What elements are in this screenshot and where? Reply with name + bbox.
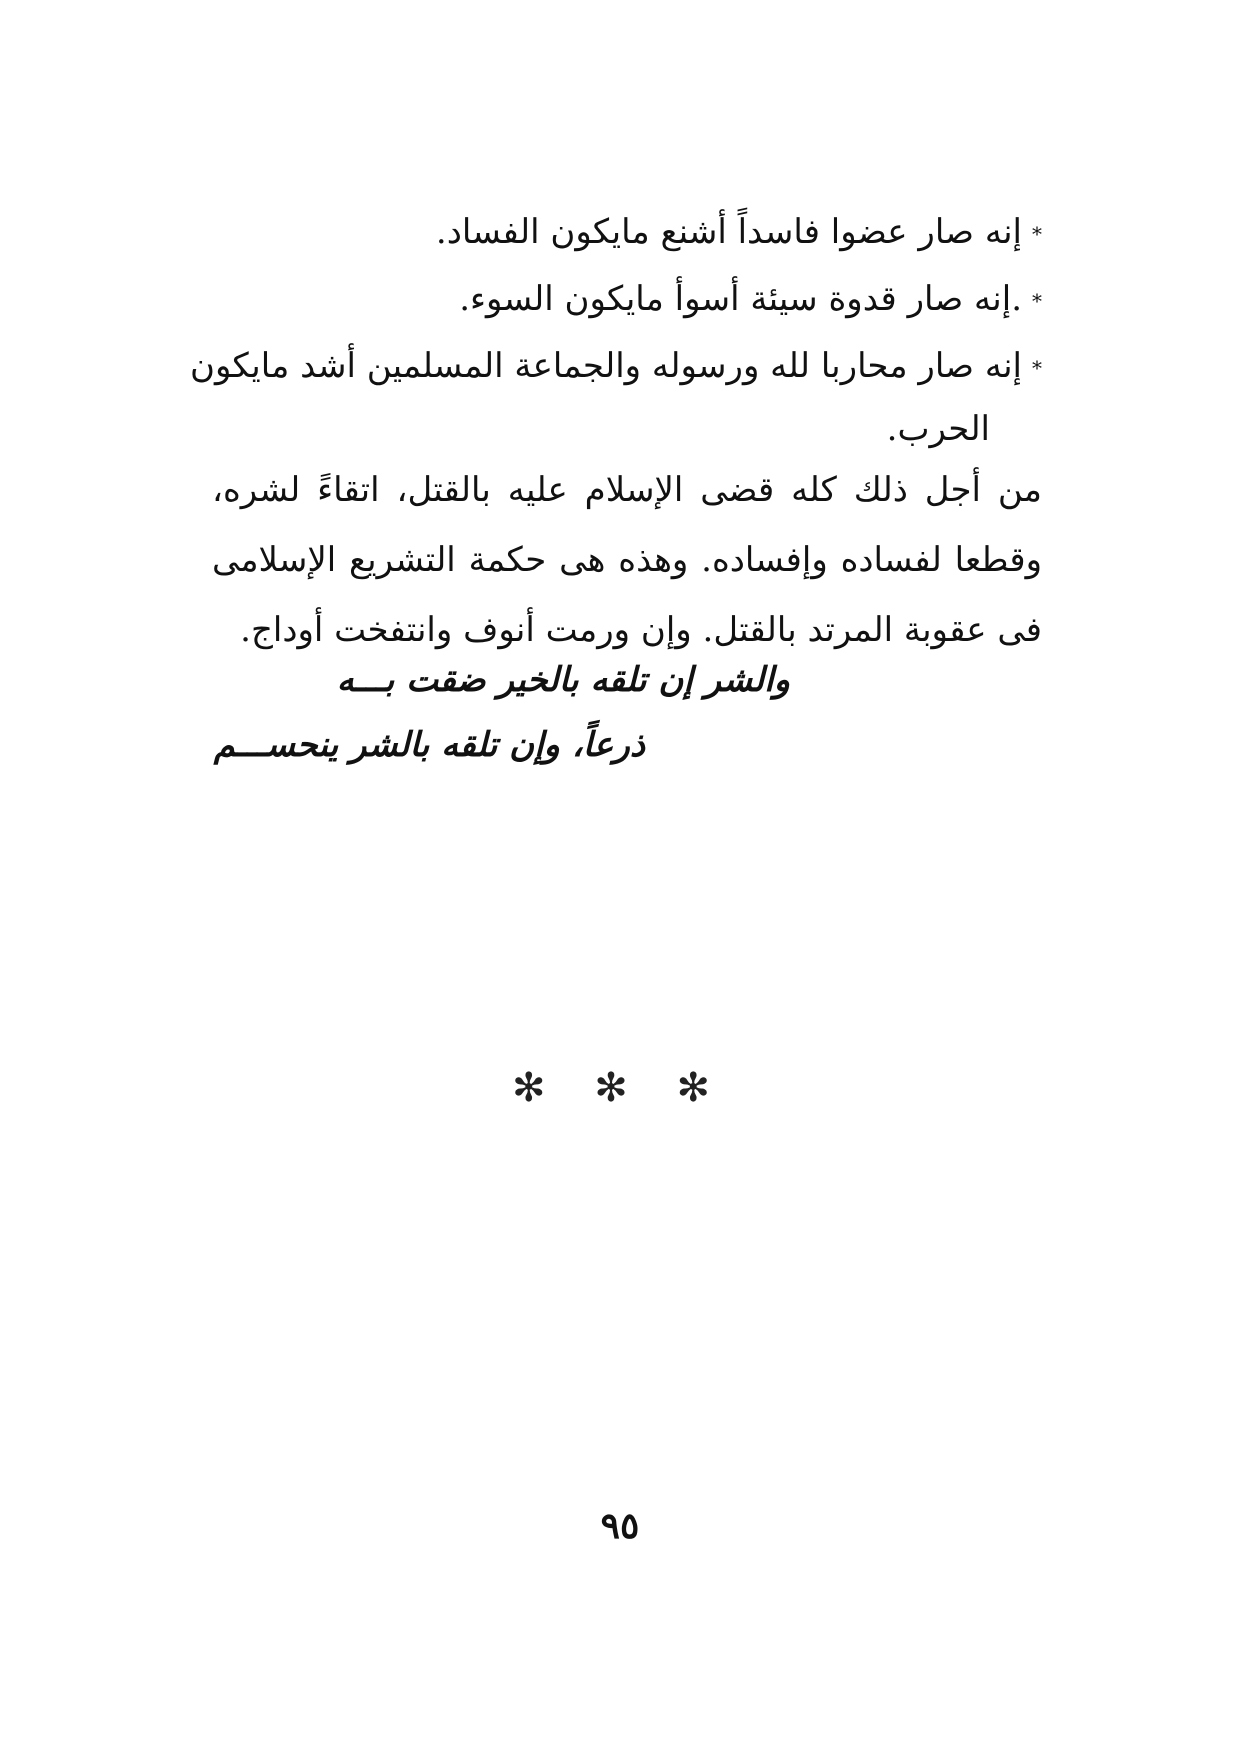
bullet-item-3-continuation: الحرب. [886,409,990,449]
bullet-item-2 [459,275,1042,325]
bullet-item-1-text: إنه صار عضوا فاسداً أشنع مايكون الفساد. [435,212,1022,252]
verse-line-2: ذرعاً، وإن تلقه بالشر ينحســـم [213,725,645,765]
body-paragraph: من أجل ذلك كله قضى الإسلام عليه بالقتل، اتقاءً لشره، وقطعا لفساده وإفساده. وهذه هى حكمة التشريع الإسلامى فى عقوبة المرتد بالقتل. وإن ورمت أنوف وانتفخت أوداج. [212,470,1042,650]
bullet-star-icon: * [1032,222,1042,246]
bullet-item-1 [436,208,1042,258]
verse-line-1: والشر إن تلقه بالخير ضقت بـــه [336,660,790,700]
bullet-item-3 [190,342,1042,392]
bullet-star-icon: * [1032,356,1042,380]
page-number: ٩٥ [600,1505,640,1547]
bullet-star-icon: * [1032,289,1042,313]
bullet-item-2-text: .إنه صار قدوة سيئة أسوأ مايكون السوء. [459,279,1022,319]
bullet-item-3-text: إنه صار محاربا لله ورسوله والجماعة المسلمين أشد مايكون [189,346,1022,386]
section-separator: ✻ ✻ ✻ [512,1065,728,1111]
